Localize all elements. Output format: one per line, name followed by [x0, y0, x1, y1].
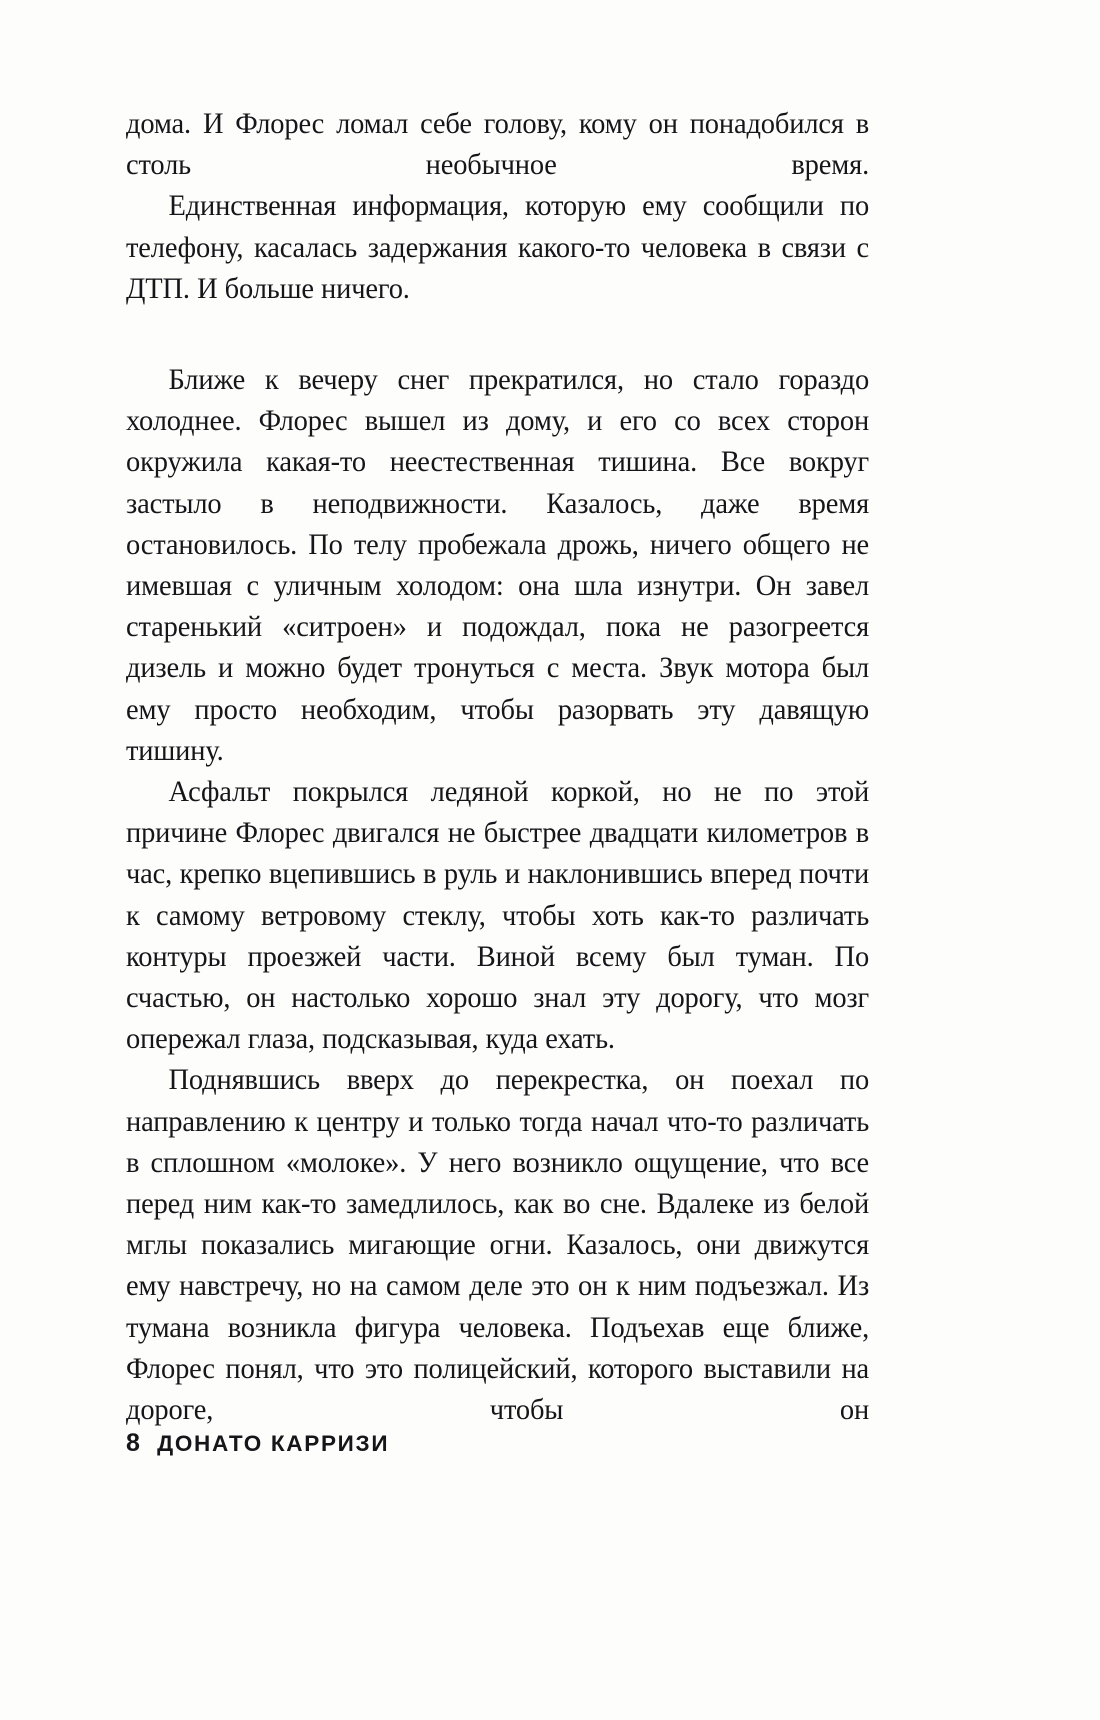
paragraph-icy-asphalt: Асфальт покрылся ледяной коркой, но не по этой причине Флорес двигался не быстрее двадцати километров в час, крепко вцепившись в руль и наклонившись вперед почти к самому ветровому стеклу, чтобы хоть как-то различать контуры проезжей части. Виной всему был туман. По счастью, он настолько хорошо знал эту дорогу, что мозг опережал глаза, подсказывая, куда ехать.	[126, 776, 870, 1056]
paragraph-phone-information: Единственная информация, которую ему сообщили по телефону, касалась задержания какого-то человека в связи с ДТП. И больше ничего.	[126, 190, 870, 305]
page-number: 8	[126, 1429, 141, 1457]
paragraph-evening-snow: Ближе к вечеру снег прекратился, но стало гораздо холоднее. Флорес вышел из дому, и его со всех сторон окружила какая-то неестественная тишина. Все вокруг застыло в неподвижности. Казалось, даже время остановилось. По телу пробежала дрожь, ничего общего не имевшая с уличным холодом: она шла изнутри. Он завел старенький «ситроен» и подождал, пока не разогреется дизель и можно будет тронуться с места. Звук мотора был ему просто необходим, чтобы разорвать эту давящую тишину.	[126, 364, 870, 767]
paragraph-continuation: дома. И Флорес ломал себе голову, кому он понадобился в столь необычное время.	[126, 108, 870, 182]
paragraph-break-spacer	[126, 310, 896, 360]
text-column	[126, 104, 896, 1431]
paragraph-crossroads-fog: Поднявшись вверх до перекрестка, он поехал по направлению к центру и только тогда начал что-то различать в сплошном «молоке». У него возникло ощущение, что все перед ним как-то замедлилось, как во сне. Вдалеке из белой мглы показались мигающие огни. Казалось, они движутся ему навстречу, но на самом деле это он к ним подъезжал. Из тумана возникла фигура человека. Подъехав еще ближе, Флорес понял, что это полицейский, которого выставили на дороге, чтобы он	[126, 1064, 870, 1427]
running-head-author: ДОНАТО КАРРИЗИ	[157, 1431, 390, 1456]
page-footer	[126, 1429, 389, 1458]
